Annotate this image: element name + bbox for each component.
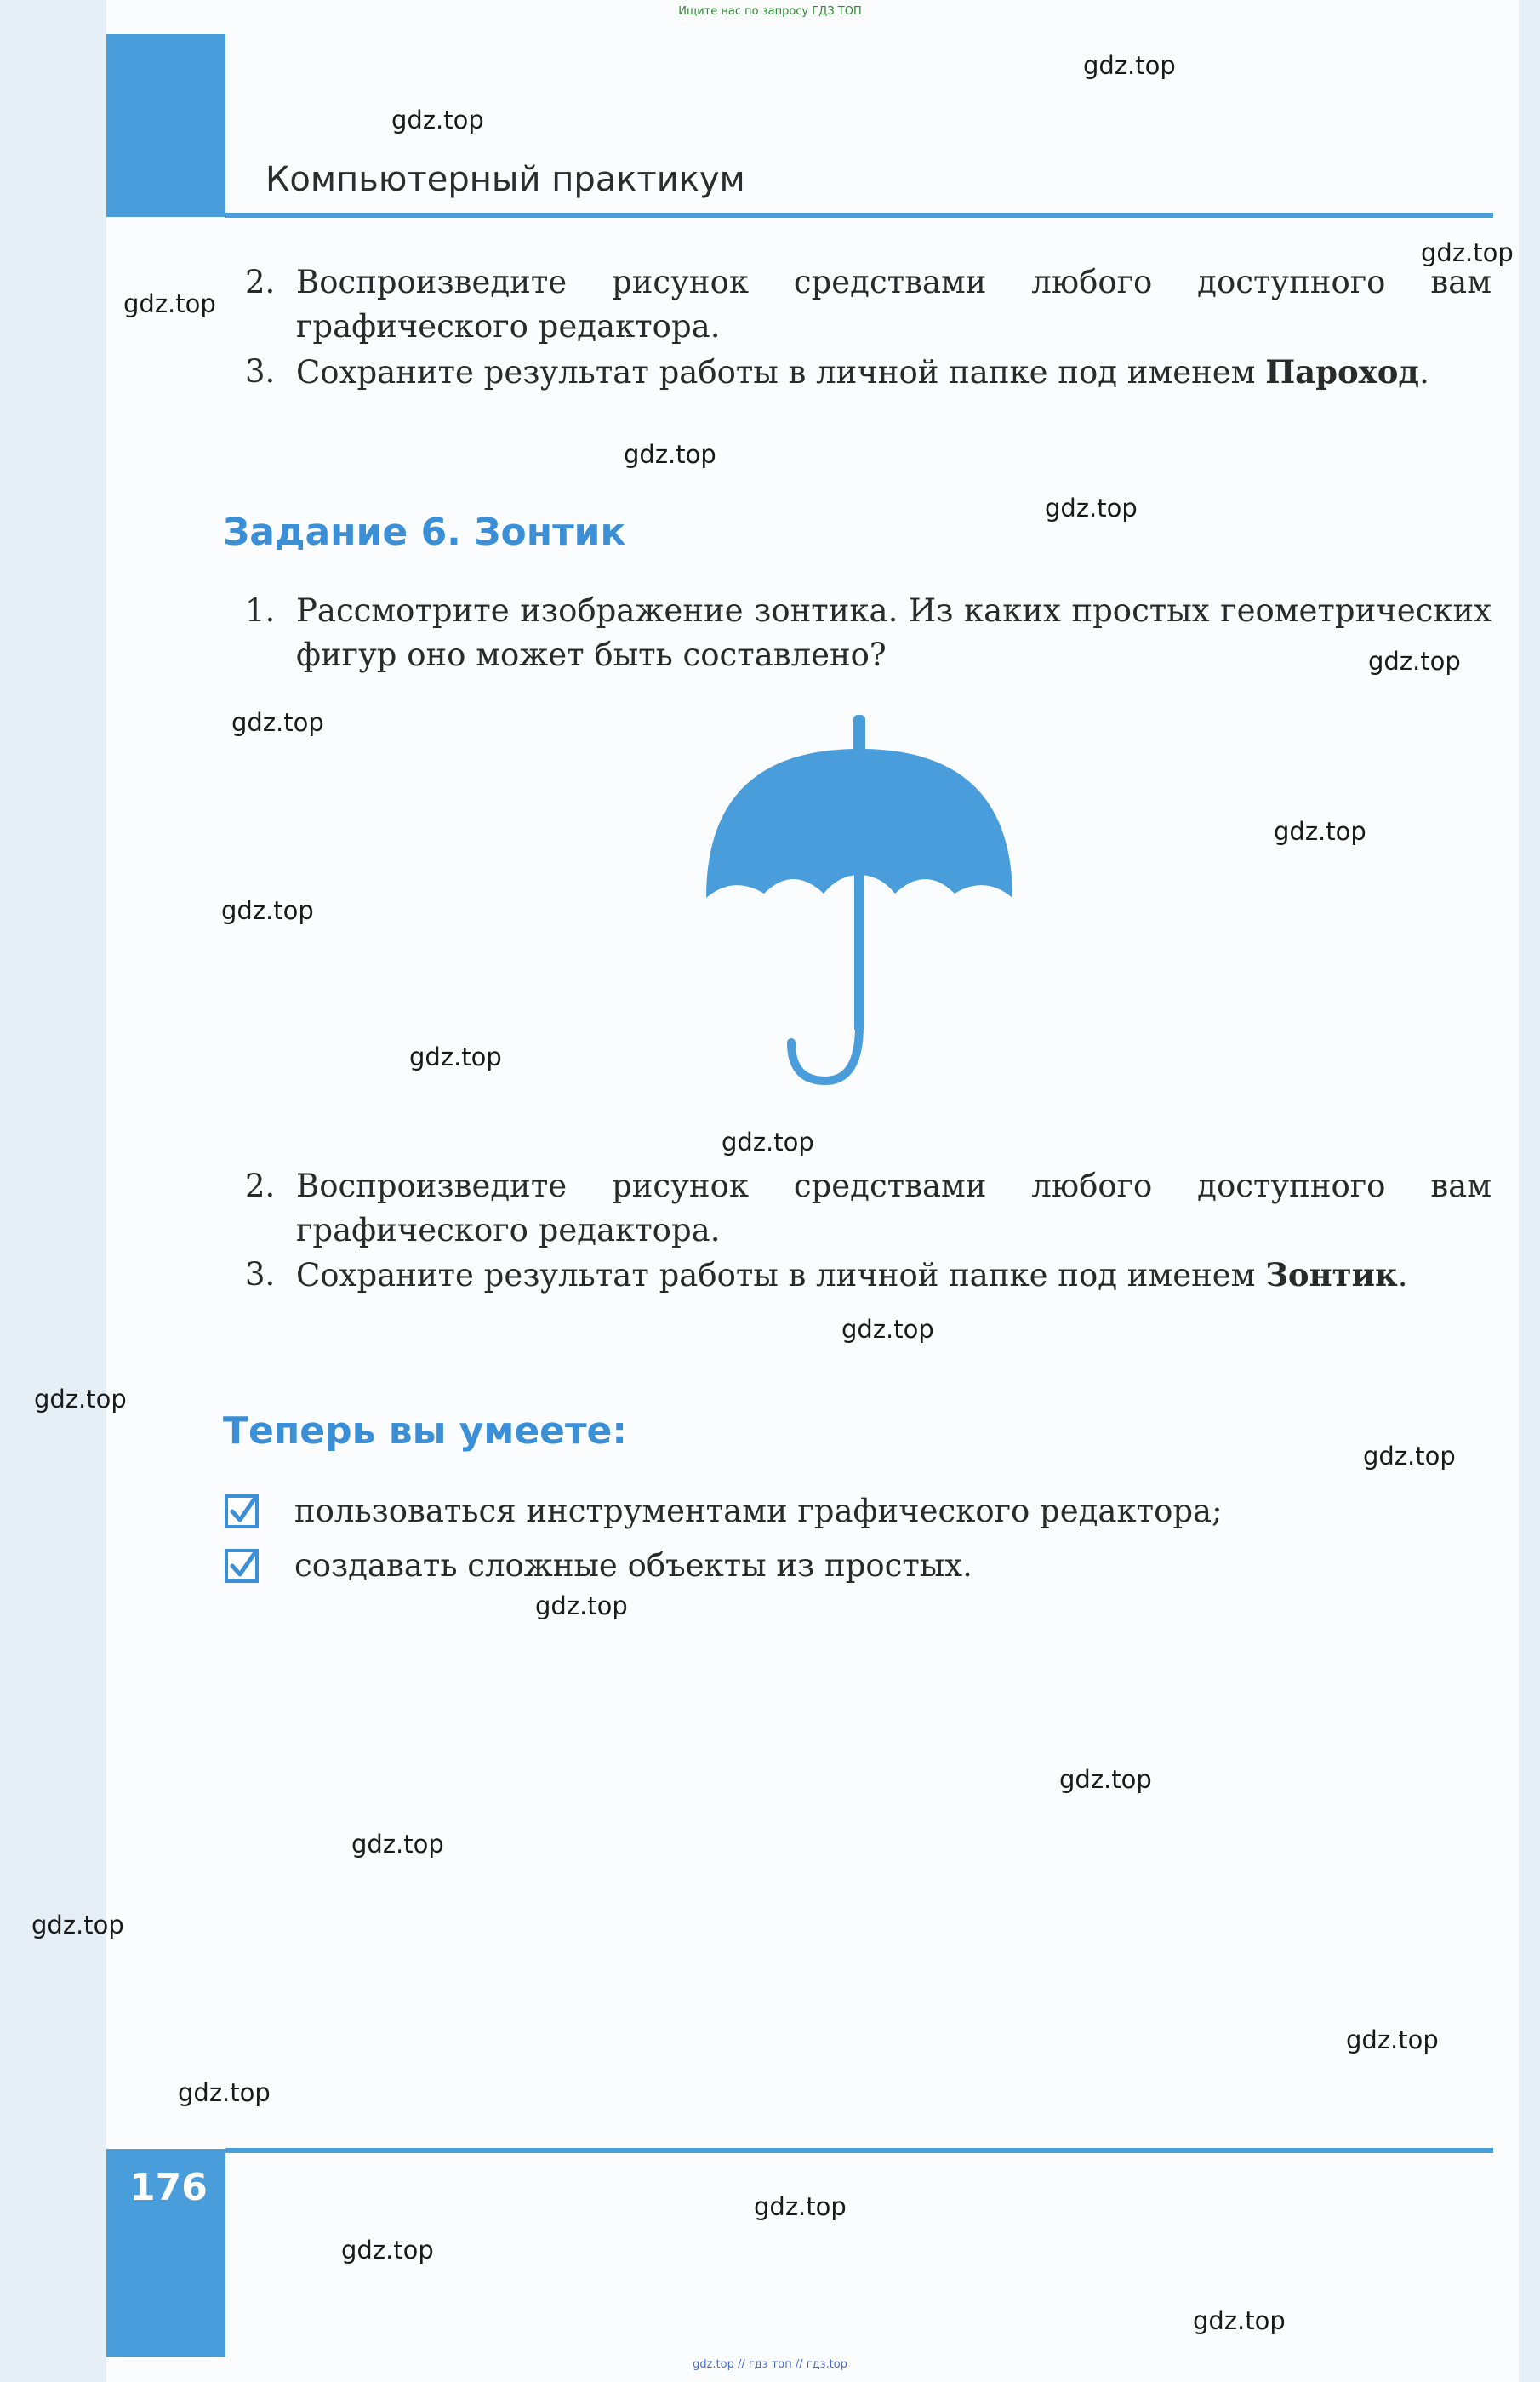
watermark: gdz.top [31,1911,124,1939]
item-number: 2. [245,264,276,300]
watermark: gdz.top [351,1830,444,1859]
summary-heading: Теперь вы умеете: [223,1409,627,1453]
watermark: gdz.top [624,440,716,469]
item-text: Воспроизведите рисунок средствами любого доступного вам графического редактора. [296,264,1492,345]
header-rule [225,213,1493,218]
item-text: Воспроизведите рисунок средствами любого доступного вам графического редактора. [296,1168,1492,1248]
item-number: 1. [245,592,276,629]
item-number: 3. [245,1256,276,1293]
watermark: gdz.top [409,1042,502,1071]
bottom-banner[interactable]: gdz.top // гдз топ // гдз.top [693,2358,847,2371]
list-item [245,350,1492,395]
umbrella-icon [698,715,1021,1089]
checklist-text: пользоваться инструментами графического редактора; [294,1493,1223,1529]
header-color-block [106,34,225,217]
item-text-end: . [1419,354,1429,391]
footer-rule [225,2148,1493,2153]
watermark: gdz.top [391,106,484,134]
item-text-part: Сохраните результат работы в личной папке под именем [296,1257,1266,1294]
watermark: gdz.top [1059,1765,1152,1794]
item-text [296,1253,1492,1298]
watermark: gdz.top [1346,2025,1439,2054]
left-margin-strip [0,0,106,2382]
file-name: Зонтик [1265,1256,1398,1294]
checklist-item [225,1544,1501,1588]
watermark: gdz.top [1274,817,1366,846]
right-margin-strip [1519,0,1540,2382]
item-text-end: . [1397,1257,1408,1294]
watermark: gdz.top [722,1128,814,1157]
item-number: 3. [245,353,276,390]
file-name: Пароход [1265,353,1420,391]
watermark: gdz.top [1368,647,1461,676]
page-number: 176 [129,2166,208,2209]
item-text-part: Сохраните результат работы в личной папке под именем [296,354,1266,391]
watermark: gdz.top [535,1591,628,1620]
item-text [296,350,1492,395]
list-item [245,260,1492,349]
watermark: gdz.top [341,2236,434,2265]
checklist-text: создавать сложные объекты из простых. [294,1547,972,1584]
watermark: gdz.top [1045,494,1138,523]
watermark: gdz.top [123,289,216,318]
checkbox-icon [225,1549,259,1583]
watermark: gdz.top [231,708,324,737]
watermark: gdz.top [178,2078,271,2107]
page-header-title: Компьютерный практикум [265,160,745,199]
item-text: Рассмотрите изображение зонтика. Из каких простых геометрических фигур оно может быть составлено? [296,592,1492,673]
list-item [245,1164,1492,1253]
task-heading: Задание 6. Зонтик [223,511,626,554]
watermark: gdz.top [1193,2306,1286,2335]
top-banner[interactable]: Ищите нас по запросу ГДЗ ТОП [678,5,862,18]
watermark: gdz.top [1363,1442,1456,1471]
watermark: gdz.top [754,2192,847,2221]
watermark: gdz.top [1421,238,1514,267]
item-number: 2. [245,1168,276,1204]
list-item [245,1253,1492,1298]
list-item [245,589,1492,677]
checklist-item [225,1489,1501,1534]
checkbox-icon [225,1494,259,1528]
watermark: gdz.top [221,896,314,925]
watermark: gdz.top [34,1385,127,1414]
watermark: gdz.top [841,1315,934,1344]
watermark: gdz.top [1083,51,1176,80]
